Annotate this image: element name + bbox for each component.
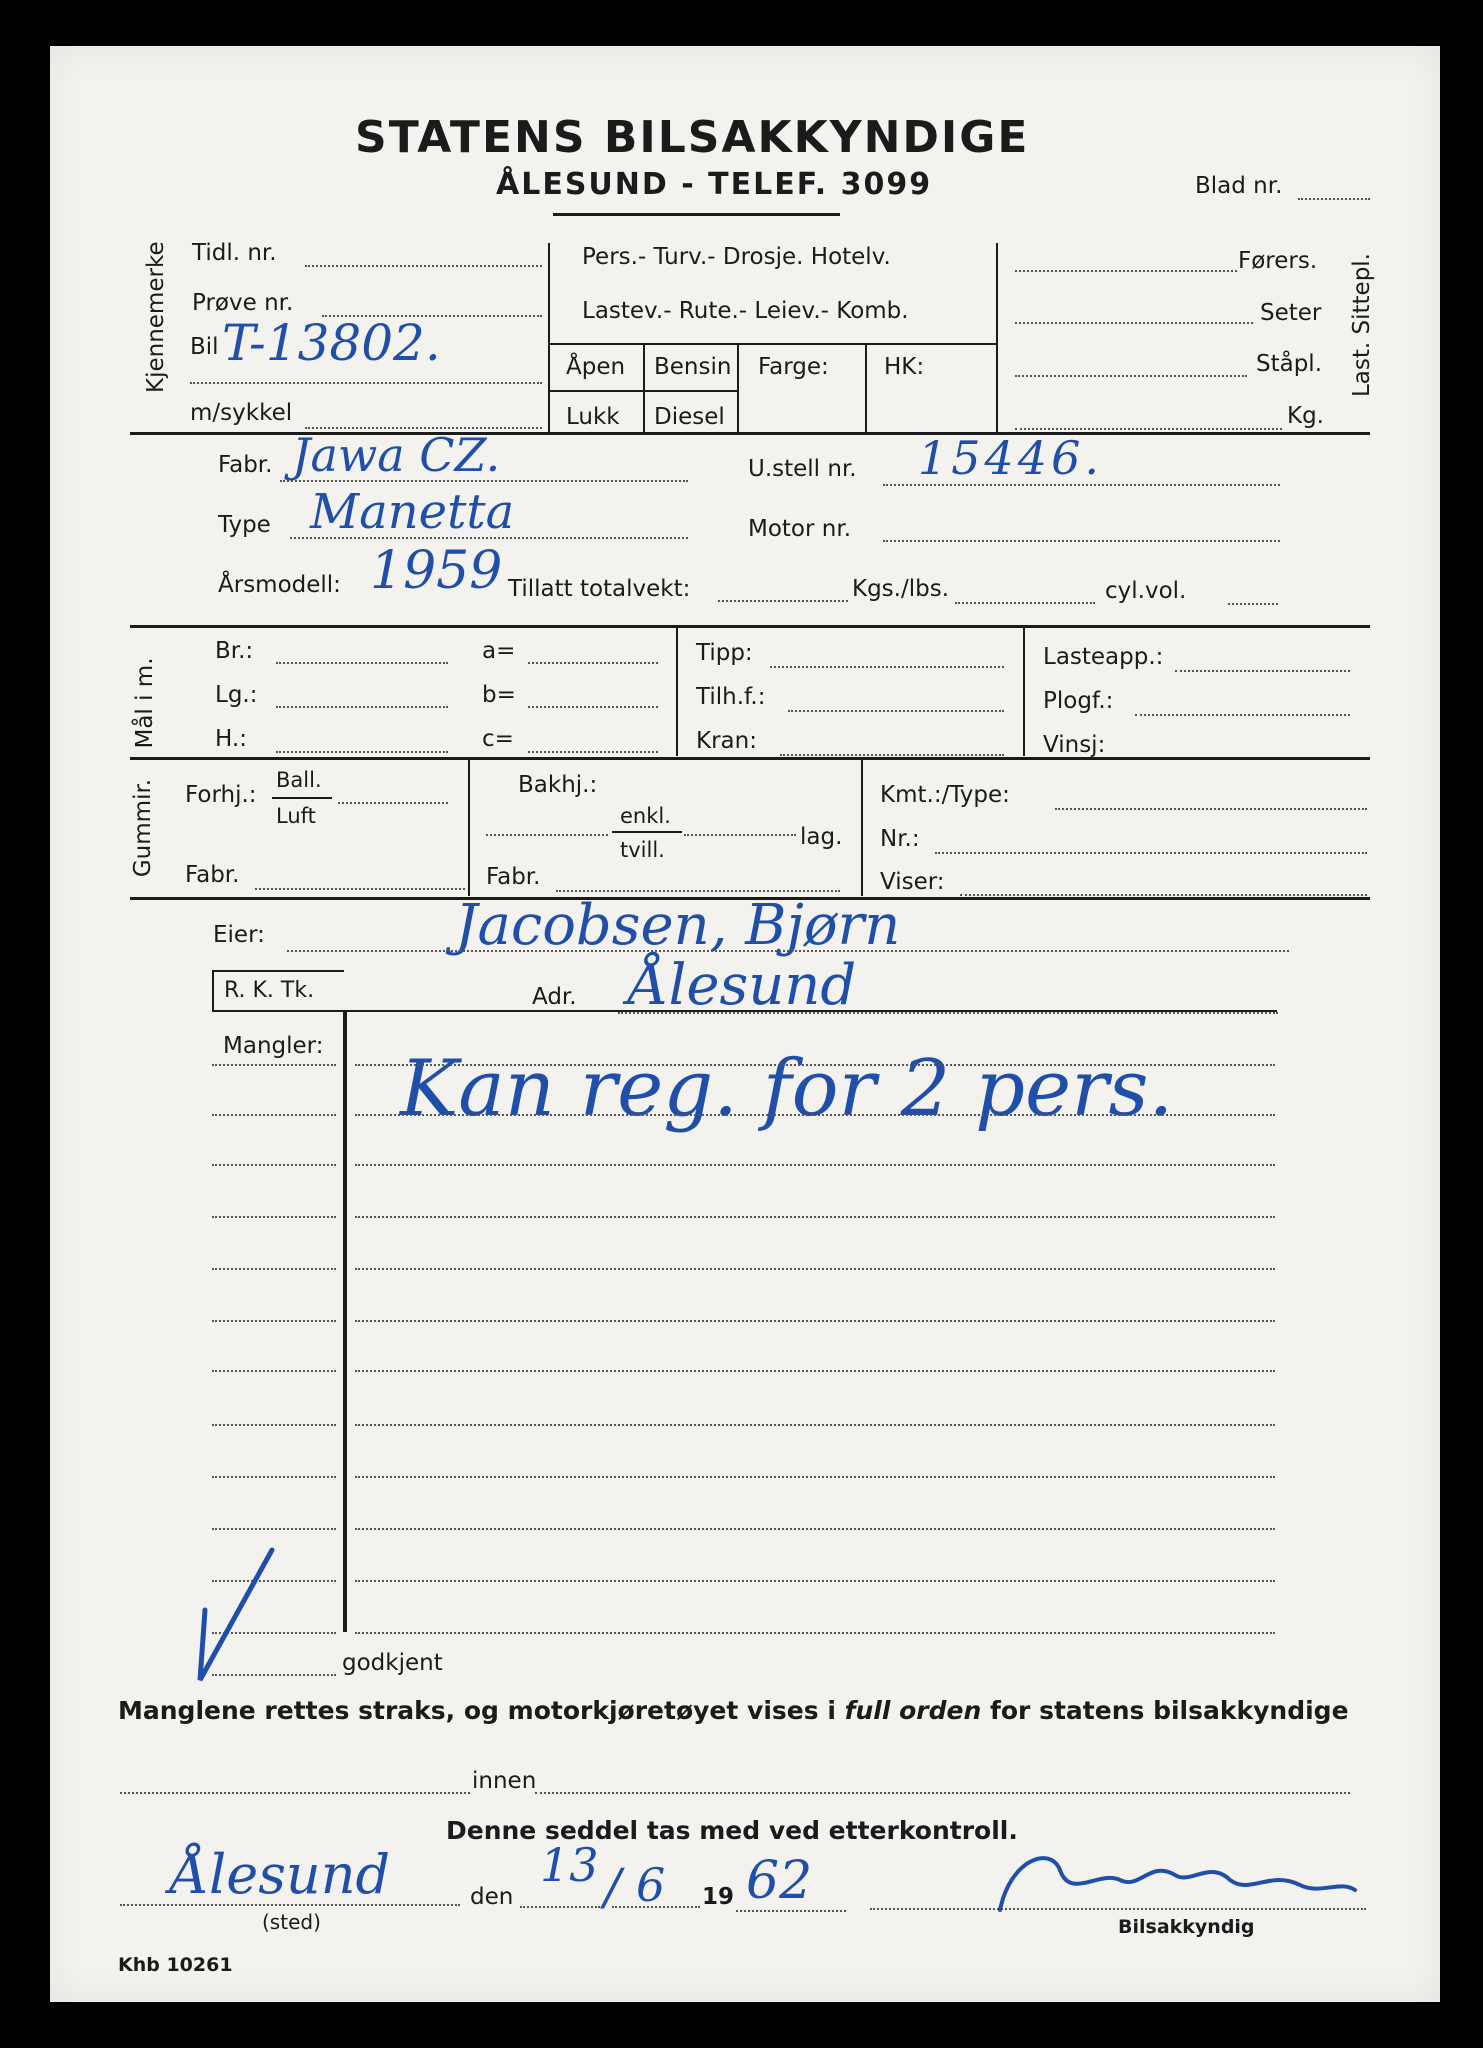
eier-value[interactable]: Jacobsen, Bjørn [455,893,901,958]
kmt-label: Kmt.:/Type: [880,782,1010,808]
b-label: b= [482,682,516,708]
lasteapp-label: Lasteapp.: [1043,644,1164,670]
bil-value[interactable]: T-13802. [222,314,441,372]
vehicle-type-row1[interactable]: Pers.- Turv.- Drosje. Hotelv. [582,244,891,270]
forhj-label: Forhj.: [185,782,257,808]
ustell-label: U.stell nr. [748,456,857,482]
bakhj-fabr-label: Fabr. [486,864,541,890]
lg-label: Lg.: [215,682,258,708]
arsmodell-label: Årsmodell: [218,572,341,598]
ustell-value[interactable]: 15446. [918,431,1103,485]
rktk-label: R. K. Tk. [224,978,315,1003]
gummi-fabr-label: Fabr. [185,862,240,888]
br-label: Br.: [215,638,254,664]
bensin-option[interactable]: Bensin [654,354,732,380]
kg-label: Kg. [1287,403,1324,429]
tidl-nr-label: Tidl. nr. [192,240,277,266]
msykkel-label: m/sykkel [190,400,293,426]
form-title: STATENS BILSAKKYNDIGE [355,112,1030,163]
sted-label: (sted) [262,1910,321,1934]
godkjent-label: godkjent [342,1650,443,1676]
a-label: a= [482,638,516,664]
ball-option[interactable]: Ball. [276,768,322,792]
stapl-label: Ståpl. [1256,351,1323,377]
lukk-option[interactable]: Lukk [566,404,620,430]
c-label: c= [482,726,514,752]
kgs-label: Kgs./lbs. [852,576,950,602]
arsmodell-value[interactable]: 1959 [370,541,503,601]
bil-label: Bil [190,334,219,360]
signature-scribble [1000,1858,1355,1910]
cylvol-label: cyl.vol. [1105,578,1187,604]
form-subtitle: ÅLESUND - TELEF. 3099 [496,167,933,202]
plogf-label: Plogf.: [1043,688,1114,714]
mangler-note[interactable]: Kan reg. for 2 pers. [400,1044,1174,1134]
kran-label: Kran: [696,728,757,754]
bilsakkyndig-label: Bilsakkyndig [1118,1916,1255,1938]
kjennemerke-side-label: Kjennemerke [143,241,169,393]
tilhf-label: Tilh.f.: [696,684,766,710]
farge-label: Farge: [758,354,829,380]
checkmark [200,1550,272,1680]
sittepl-side-label: Last. Sittepl. [1349,253,1375,398]
instruction-text: Manglene rettes straks, og motorkjøretøyet vises i full orden for statens bilsakkyndige [118,1696,1349,1725]
type-value[interactable]: Manetta [310,484,515,540]
lag-label: lag. [800,824,843,850]
vehicle-type-row2[interactable]: Lastev.- Rute.- Leiev.- Komb. [582,298,909,324]
motor-label: Motor nr. [748,516,852,542]
viser-label: Viser: [880,869,945,895]
etterkontroll-note: Denne seddel tas med ved etterkontroll. [446,1816,1018,1845]
month-value[interactable]: 6 [636,1858,666,1912]
luft-option[interactable]: Luft [276,804,316,828]
innen-label: innen [472,1768,537,1794]
year-value[interactable]: 62 [746,1851,813,1911]
year-prefix: 19 [702,1884,735,1910]
enkl-option[interactable]: enkl. [620,804,671,828]
form-code: Khb 10261 [118,1954,233,1976]
apen-option[interactable]: Åpen [566,354,626,380]
h-label: H.: [215,726,247,752]
eier-label: Eier: [213,922,265,948]
tillatt-label: Tillatt totalvekt: [508,576,691,602]
sted-value[interactable]: Ålesund [170,1843,391,1906]
tvill-option[interactable]: tvill. [620,838,665,862]
mangler-label: Mangler: [223,1033,324,1059]
type-label: Type [218,512,271,538]
hk-label: HK: [884,354,925,380]
diesel-option[interactable]: Diesel [654,404,725,430]
tipp-label: Tipp: [696,640,753,666]
day-value[interactable]: 13 [540,1838,599,1892]
blad-label: Blad nr. [1195,173,1283,199]
kmt-nr-label: Nr.: [880,826,920,852]
vinsj-label: Vinsj: [1043,732,1106,758]
gummi-side-label: Gummir. [130,778,156,878]
date-slash: / [604,1858,621,1916]
seter-label: Seter [1260,300,1322,326]
bakhj-label: Bakhj.: [518,772,598,798]
den-label: den [470,1884,514,1910]
fabr-label: Fabr. [218,452,273,478]
fabr-value[interactable]: Jawa CZ. [292,428,501,482]
adr-value[interactable]: Ålesund [628,953,857,1018]
maal-side-label: Mål i m. [132,657,158,749]
adr-label: Adr. [532,984,577,1010]
prove-nr-label: Prøve nr. [192,290,294,316]
forers-label: Førers. [1238,248,1318,274]
